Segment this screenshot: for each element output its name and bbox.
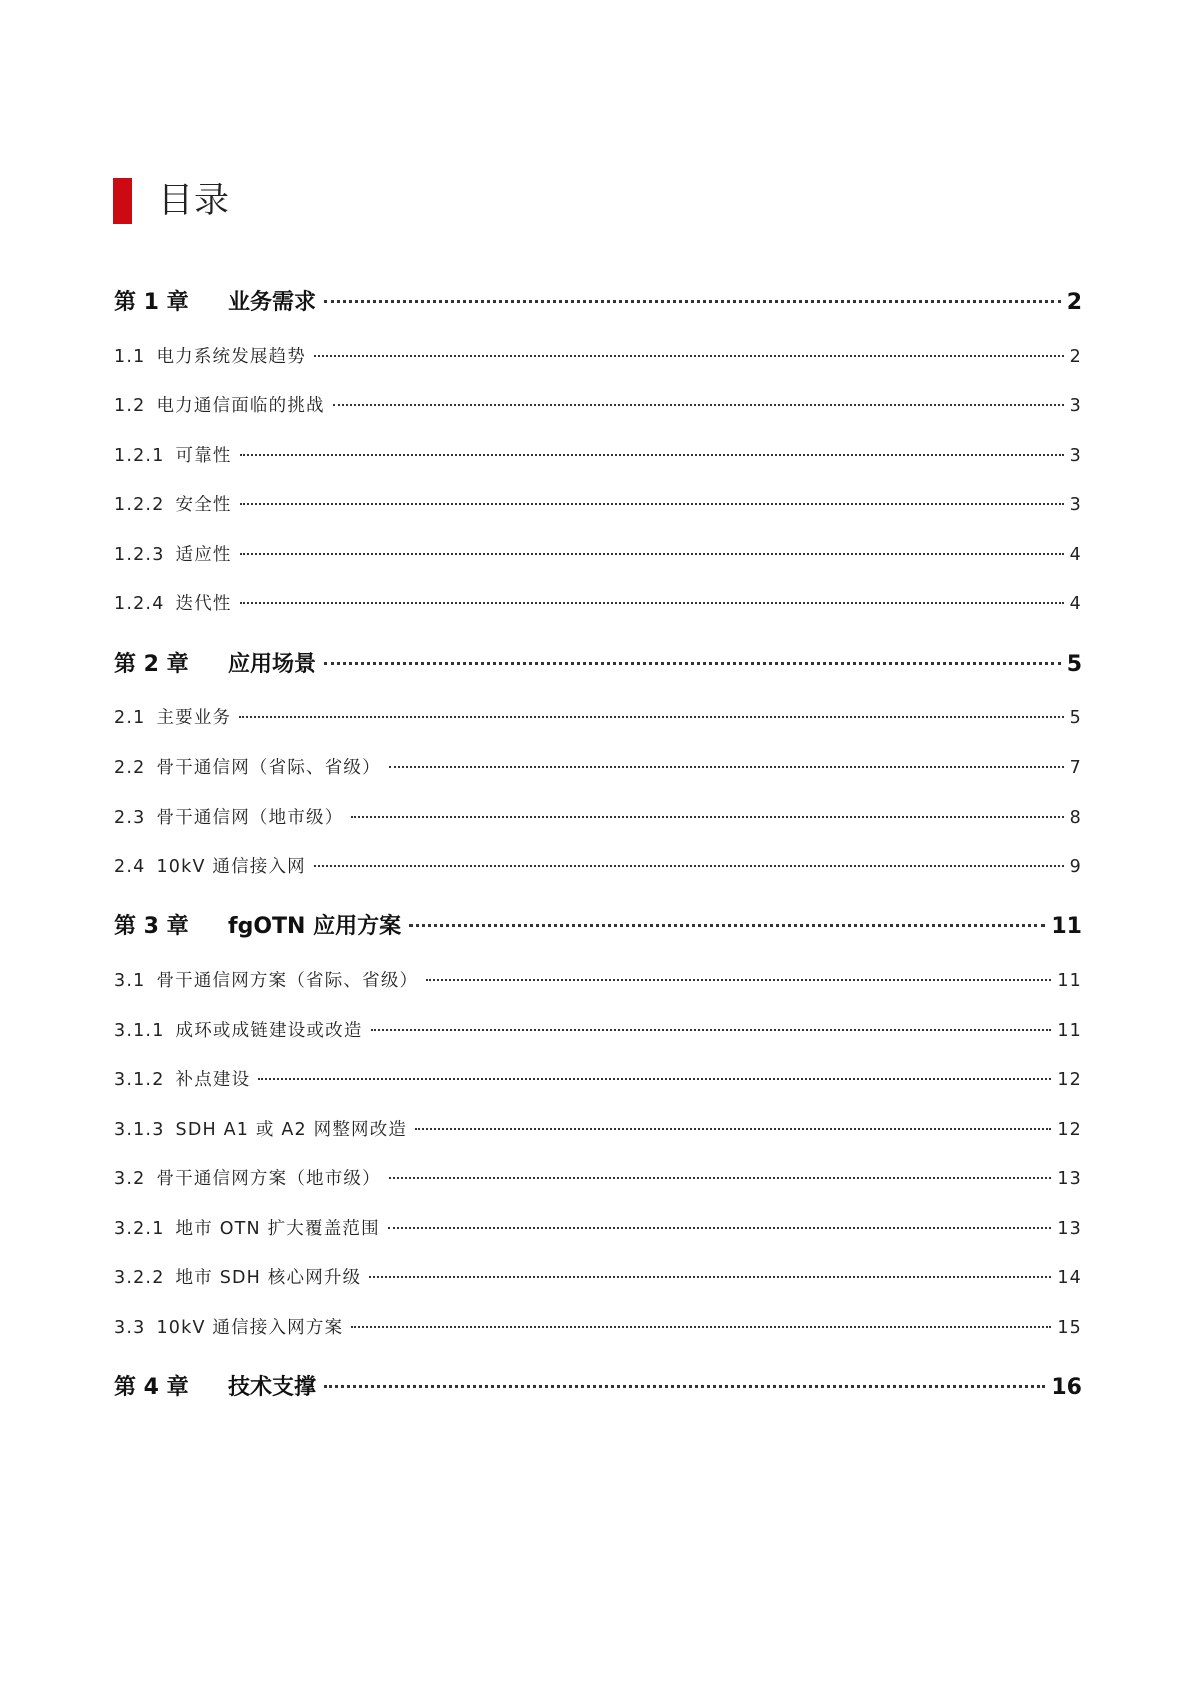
dot-leader <box>426 979 1051 981</box>
entry-title: 10kV 通信接入网 <box>156 857 306 877</box>
dot-leader <box>351 816 1063 818</box>
page-title: 目录 <box>158 181 231 221</box>
entry-title: 10kV 通信接入网方案 <box>156 1318 344 1338</box>
section-number: 3.1.3 <box>114 1120 165 1140</box>
toc-section-entry[interactable] <box>114 541 1082 566</box>
section-number: 2.1 <box>114 708 146 728</box>
entry-title: 骨干通信网方案（地市级） <box>156 1169 381 1189</box>
section-number: 1.2 <box>114 396 146 416</box>
section-number: 3.2 <box>114 1169 146 1189</box>
entry-title: 业务需求 <box>228 290 317 315</box>
entry-title: SDH A1 或 A2 网整网改造 <box>175 1120 408 1140</box>
page-number: 8 <box>1069 808 1082 828</box>
toc-section-entry[interactable] <box>114 392 1082 417</box>
dot-leader <box>240 454 1064 456</box>
page-number: 4 <box>1069 545 1082 565</box>
dot-leader <box>324 662 1061 665</box>
toc-section-entry[interactable] <box>114 853 1082 878</box>
page-number: 5 <box>1069 708 1082 728</box>
entry-title: 补点建设 <box>175 1070 251 1090</box>
toc-section-entry[interactable] <box>114 1264 1082 1289</box>
section-number: 2.2 <box>114 758 146 778</box>
section-number: 1.2.3 <box>114 545 165 565</box>
entry-title: 地市 OTN 扩大覆盖范围 <box>175 1219 380 1239</box>
section-number: 3.1 <box>114 971 146 991</box>
page-number: 7 <box>1069 758 1082 778</box>
toc-chapter-entry[interactable] <box>114 285 1082 316</box>
toc-chapter-entry[interactable] <box>114 647 1082 678</box>
dot-leader <box>409 924 1045 927</box>
toc-section-entry[interactable] <box>114 967 1082 992</box>
page-number: 15 <box>1057 1318 1082 1338</box>
entry-title: 成环或成链建设或改造 <box>175 1021 363 1041</box>
page-number: 14 <box>1057 1268 1082 1288</box>
section-number: 3.1.1 <box>114 1021 165 1041</box>
entry-title: 骨干通信网（省际、省级） <box>156 758 381 778</box>
dot-leader <box>333 404 1064 406</box>
page-number: 12 <box>1057 1070 1082 1090</box>
page-number: 5 <box>1066 652 1082 677</box>
toc-section-entry[interactable] <box>114 491 1082 516</box>
page-number: 11 <box>1057 1021 1082 1041</box>
page-number: 13 <box>1057 1169 1082 1189</box>
page-number: 16 <box>1051 1375 1082 1400</box>
page-number: 11 <box>1057 971 1082 991</box>
toc-section-entry[interactable] <box>114 442 1082 467</box>
page-number: 4 <box>1069 594 1082 614</box>
dot-leader <box>389 1177 1051 1179</box>
toc-section-entry[interactable] <box>114 1017 1082 1042</box>
heading-accent-bar <box>113 178 132 224</box>
toc-section-entry[interactable] <box>114 1165 1082 1190</box>
entry-title: 应用场景 <box>228 652 317 677</box>
entry-title: fgOTN 应用方案 <box>228 914 402 939</box>
chapter-label: 第 2 章 <box>114 652 189 677</box>
toc-heading <box>113 178 230 224</box>
entry-title: 骨干通信网（地市级） <box>156 808 344 828</box>
section-number: 2.3 <box>114 808 146 828</box>
dot-leader <box>415 1128 1051 1130</box>
entry-title: 可靠性 <box>175 446 232 466</box>
entry-title: 适应性 <box>175 545 232 565</box>
dot-leader <box>324 1385 1045 1388</box>
entry-title: 迭代性 <box>175 594 232 614</box>
chapter-label: 第 4 章 <box>114 1375 189 1400</box>
entry-title: 电力系统发展趋势 <box>156 347 307 367</box>
toc-section-entry[interactable] <box>114 1066 1082 1091</box>
section-number: 3.3 <box>114 1318 146 1338</box>
toc-chapter-entry[interactable] <box>114 1370 1082 1401</box>
page-number: 3 <box>1069 396 1082 416</box>
entry-title: 电力通信面临的挑战 <box>156 396 325 416</box>
entry-title: 骨干通信网方案（省际、省级） <box>156 971 419 991</box>
section-number: 2.4 <box>114 857 146 877</box>
dot-leader <box>314 865 1064 867</box>
dot-leader <box>240 503 1064 505</box>
toc-section-entry[interactable] <box>114 1215 1082 1240</box>
chapter-label: 第 3 章 <box>114 914 189 939</box>
page-number: 9 <box>1069 857 1082 877</box>
dot-leader <box>314 355 1064 357</box>
toc-section-entry[interactable] <box>114 1314 1082 1339</box>
entry-title: 安全性 <box>175 495 232 515</box>
toc-section-entry[interactable] <box>114 343 1082 368</box>
dot-leader <box>389 766 1064 768</box>
section-number: 3.2.1 <box>114 1219 165 1239</box>
section-number: 1.1 <box>114 347 146 367</box>
dot-leader <box>239 716 1063 718</box>
toc-section-entry[interactable] <box>114 804 1082 829</box>
dot-leader <box>258 1078 1051 1080</box>
dot-leader <box>369 1276 1051 1278</box>
toc-chapter-entry[interactable] <box>114 909 1082 940</box>
page-number: 2 <box>1066 290 1082 315</box>
page-number: 3 <box>1069 495 1082 515</box>
page-number: 13 <box>1057 1219 1082 1239</box>
dot-leader <box>388 1227 1052 1229</box>
toc-section-entry[interactable] <box>114 704 1082 729</box>
dot-leader <box>371 1029 1052 1031</box>
section-number: 3.1.2 <box>114 1070 165 1090</box>
section-number: 1.2.4 <box>114 594 165 614</box>
toc-section-entry[interactable] <box>114 590 1082 615</box>
page-number: 11 <box>1051 914 1082 939</box>
entry-title: 主要业务 <box>156 708 232 728</box>
entry-title: 技术支撑 <box>228 1375 317 1400</box>
toc-section-entry[interactable] <box>114 1116 1082 1141</box>
dot-leader <box>240 602 1064 604</box>
page-number: 3 <box>1069 446 1082 466</box>
dot-leader <box>324 300 1061 303</box>
dot-leader <box>240 553 1064 555</box>
chapter-label: 第 1 章 <box>114 290 189 315</box>
toc-section-entry[interactable] <box>114 754 1082 779</box>
section-number: 1.2.1 <box>114 446 165 466</box>
entry-title: 地市 SDH 核心网升级 <box>175 1268 362 1288</box>
section-number: 1.2.2 <box>114 495 165 515</box>
page-number: 2 <box>1069 347 1082 367</box>
section-number: 3.2.2 <box>114 1268 165 1288</box>
page-number: 12 <box>1057 1120 1082 1140</box>
dot-leader <box>351 1326 1051 1328</box>
